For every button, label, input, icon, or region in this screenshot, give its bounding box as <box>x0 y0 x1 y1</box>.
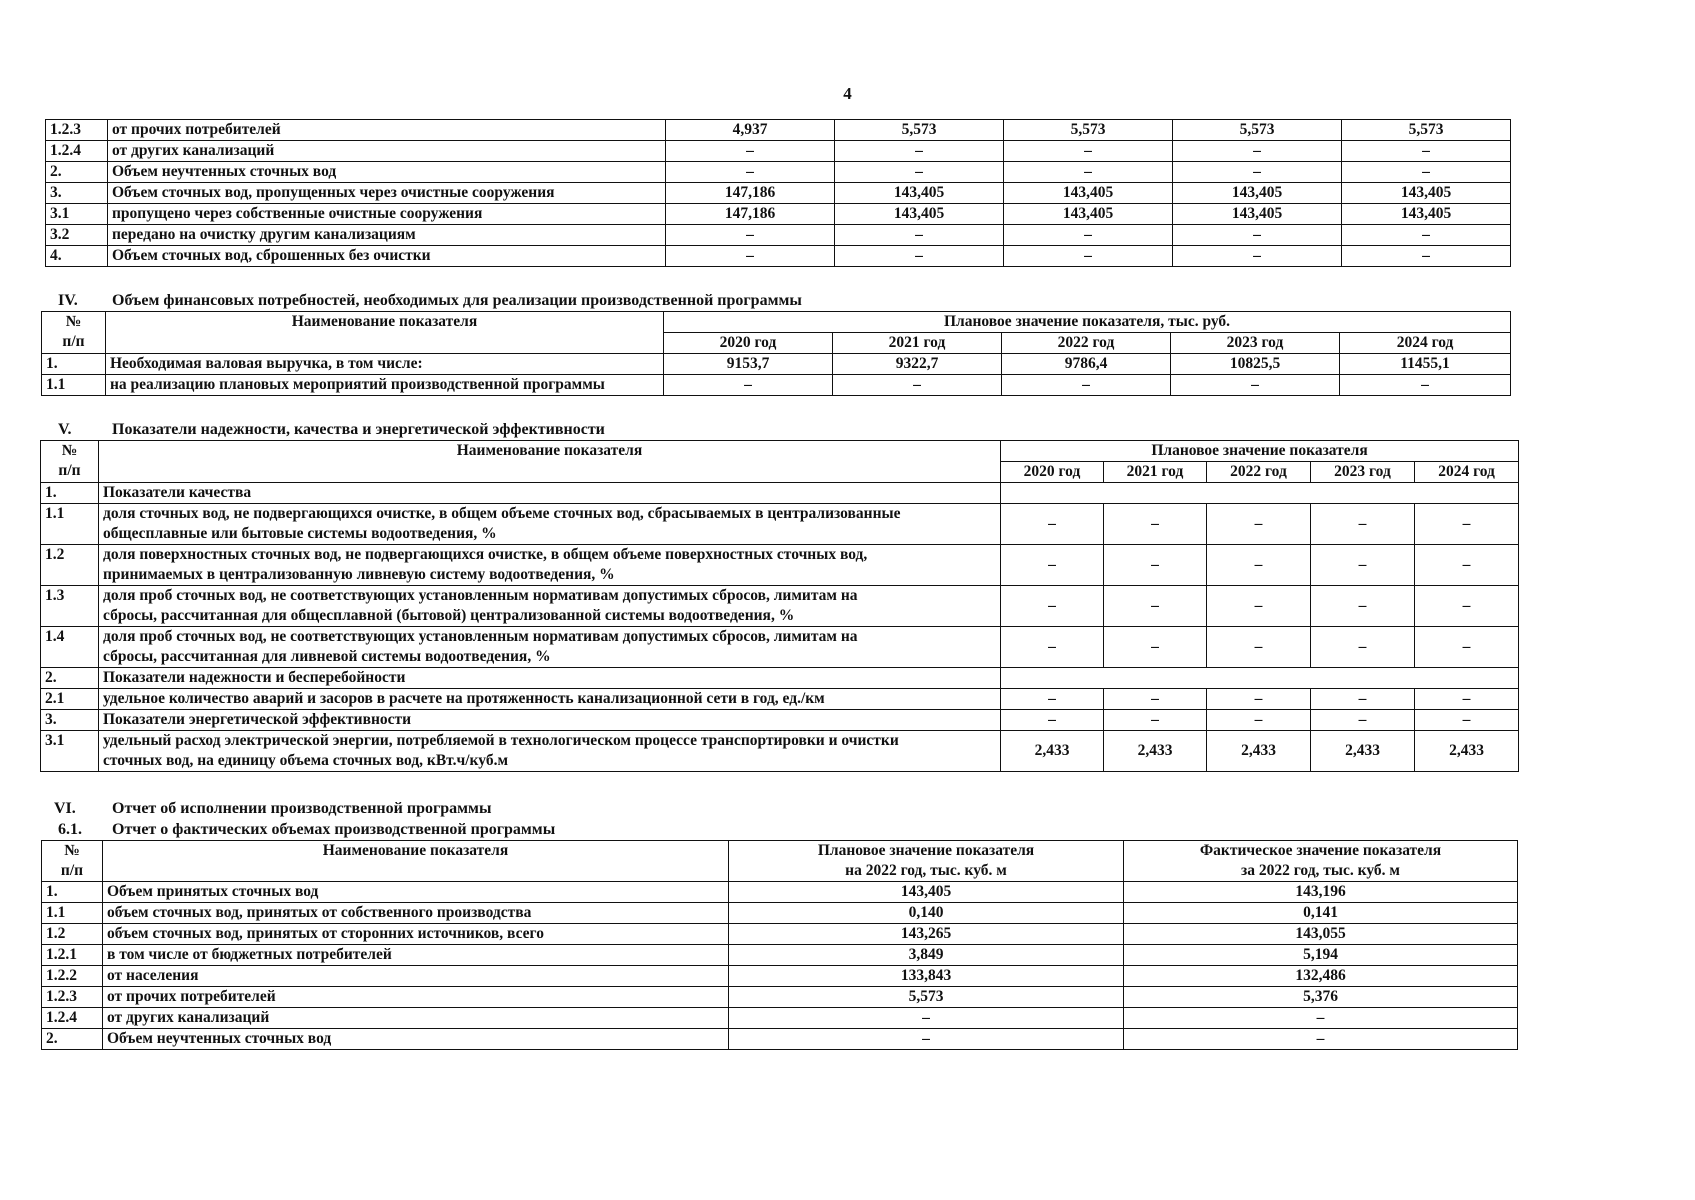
row-name: доля поверхностных сточных вод, не подвергающихся очистке, в общем объеме поверхностных сточных вод, принимаемых в централизованную ливневую систему водоотведения, % <box>99 545 1001 586</box>
empty-cell <box>1001 483 1519 504</box>
col-header-plan: Плановое значение показателя <box>1001 441 1519 462</box>
value-cell: 5,573 <box>1004 120 1173 141</box>
row-name: Объем неучтенных сточных вод <box>108 162 666 183</box>
row-number: 1. <box>41 483 99 504</box>
value-cell: – <box>666 246 835 267</box>
table-row <box>41 586 1519 627</box>
row-name: от прочих потребителей <box>103 987 729 1008</box>
value-cell: – <box>1415 545 1519 586</box>
plan-value: 133,843 <box>729 966 1124 987</box>
plan-value: 5,573 <box>729 987 1124 1008</box>
group-row <box>41 668 1519 689</box>
value-cell: – <box>1001 504 1104 545</box>
col-header-no: № п/п <box>41 441 99 483</box>
col-header-plan: Плановое значение показателя, тыс. руб. <box>664 312 1511 333</box>
value-cell: – <box>1104 710 1207 731</box>
row-name: Показатели энергетической эффективности <box>99 710 1001 731</box>
value-cell: – <box>835 246 1004 267</box>
year-header: 2021 год <box>1104 462 1207 483</box>
value-cell: 143,405 <box>1342 183 1511 204</box>
subsection-number: 6.1. <box>58 821 82 838</box>
row-number: 1.1 <box>41 504 99 545</box>
value-cell: 5,573 <box>1342 120 1511 141</box>
table-row <box>42 945 1518 966</box>
row-number: 3. <box>46 183 108 204</box>
value-cell: 2,433 <box>1104 731 1207 772</box>
financial-needs-table <box>41 311 1511 396</box>
value-cell: – <box>1342 162 1511 183</box>
value-cell: – <box>1104 689 1207 710</box>
table-row <box>42 924 1518 945</box>
value-cell: 2,433 <box>1415 731 1519 772</box>
row-name: от населения <box>103 966 729 987</box>
section-v-heading <box>58 421 605 439</box>
plan-value: 0,140 <box>729 903 1124 924</box>
value-cell: – <box>1415 689 1519 710</box>
col-header-fact: Фактическое значение показателя за 2022 год, тыс. куб. м <box>1124 841 1518 882</box>
value-cell: 143,405 <box>835 204 1004 225</box>
value-cell: 4,937 <box>666 120 835 141</box>
value-cell: – <box>1207 710 1311 731</box>
row-number: 1.2.3 <box>42 987 103 1008</box>
year-header: 2021 год <box>833 333 1002 354</box>
row-number: 1.2 <box>42 924 103 945</box>
table-row <box>41 627 1519 668</box>
section-title: Отчет об исполнении производственной программы <box>112 800 492 817</box>
value-cell: 143,405 <box>835 183 1004 204</box>
value-cell: 143,405 <box>1173 183 1342 204</box>
row-name: от других канализаций <box>103 1008 729 1029</box>
value-cell: 2,433 <box>1207 731 1311 772</box>
table-row <box>46 183 1511 204</box>
table-row <box>42 354 1511 375</box>
row-number: 1.2.2 <box>42 966 103 987</box>
fact-value: 143,055 <box>1124 924 1518 945</box>
value-cell: – <box>1207 689 1311 710</box>
value-cell: – <box>1415 627 1519 668</box>
fact-value: 143,196 <box>1124 882 1518 903</box>
year-header: 2022 год <box>1207 462 1311 483</box>
row-name: Необходимая валовая выручка, в том числе: <box>106 354 664 375</box>
row-number: 1.3 <box>41 586 99 627</box>
value-cell: 143,405 <box>1004 204 1173 225</box>
col-header-name: Наименование показателя <box>106 312 664 354</box>
value-cell: – <box>1001 545 1104 586</box>
row-name: передано на очистку другим канализациям <box>108 225 666 246</box>
value-cell: 2,433 <box>1311 731 1415 772</box>
group-row <box>41 483 1519 504</box>
value-cell: – <box>1311 710 1415 731</box>
value-cell: – <box>1173 141 1342 162</box>
col-header-name: Наименование показателя <box>103 841 729 882</box>
row-number: 2.1 <box>41 689 99 710</box>
row-number: 4. <box>46 246 108 267</box>
value-cell: – <box>1171 375 1340 396</box>
value-cell: – <box>1311 504 1415 545</box>
value-cell: – <box>1207 545 1311 586</box>
row-number: 1.1 <box>42 375 106 396</box>
row-name: объем сточных вод, принятых от собственного производства <box>103 903 729 924</box>
row-number: 3.1 <box>41 731 99 772</box>
row-number: 1.2.1 <box>42 945 103 966</box>
value-cell: 9786,4 <box>1002 354 1171 375</box>
page-number: 4 <box>843 84 852 103</box>
table-row <box>42 1029 1518 1050</box>
value-cell: – <box>835 162 1004 183</box>
value-cell: – <box>1342 141 1511 162</box>
value-cell: – <box>1004 246 1173 267</box>
volumes-table <box>45 119 1511 267</box>
table-row <box>46 141 1511 162</box>
value-cell: – <box>1001 586 1104 627</box>
table-row <box>46 246 1511 267</box>
subsection-title: Отчет о фактических объемах производственной программы <box>112 821 556 838</box>
value-cell: – <box>1004 162 1173 183</box>
fact-value: 5,376 <box>1124 987 1518 1008</box>
value-cell: – <box>1104 545 1207 586</box>
row-number: 2. <box>41 668 99 689</box>
value-cell: – <box>1104 504 1207 545</box>
table-row <box>42 375 1511 396</box>
value-cell: 9153,7 <box>664 354 833 375</box>
section-title: Показатели надежности, качества и энергетической эффективности <box>112 421 605 438</box>
value-cell: – <box>1207 586 1311 627</box>
plan-value: – <box>729 1029 1124 1050</box>
value-cell: – <box>1415 586 1519 627</box>
row-name: от других канализаций <box>108 141 666 162</box>
col-header-name: Наименование показателя <box>99 441 1001 483</box>
value-cell: 5,573 <box>1173 120 1342 141</box>
value-cell: – <box>833 375 1002 396</box>
value-cell: – <box>666 162 835 183</box>
fact-value: – <box>1124 1008 1518 1029</box>
table-row <box>46 120 1511 141</box>
row-name: доля сточных вод, не подвергающихся очистке, в общем объеме сточных вод, сбрасываемых в централизованные общесплавные или бытовые системы водоотведения, % <box>99 504 1001 545</box>
table-row <box>42 882 1518 903</box>
value-cell: – <box>835 141 1004 162</box>
table-row <box>42 903 1518 924</box>
value-cell: 147,186 <box>666 183 835 204</box>
value-cell: 10825,5 <box>1171 354 1340 375</box>
section-number: V. <box>58 421 72 438</box>
row-number: 1.1 <box>42 903 103 924</box>
table-row <box>41 504 1519 545</box>
value-cell: – <box>1311 689 1415 710</box>
row-name: Объем неучтенных сточных вод <box>103 1029 729 1050</box>
table-row <box>46 225 1511 246</box>
value-cell: – <box>1004 225 1173 246</box>
row-name: Показатели надежности и бесперебойности <box>99 668 1001 689</box>
row-name: Объем принятых сточных вод <box>103 882 729 903</box>
row-name: доля проб сточных вод, не соответствующих установленным нормативам допустимых сбросов, лимитам на сбросы, рассчитанная для общесплавной (бытовой) централизованной системы водоотведения, % <box>99 586 1001 627</box>
section-title: Объем финансовых потребностей, необходимых для реализации производственной программы <box>112 292 802 309</box>
row-name: пропущено через собственные очистные сооружения <box>108 204 666 225</box>
row-number: 3. <box>41 710 99 731</box>
row-name: Показатели качества <box>99 483 1001 504</box>
row-number: 1. <box>42 354 106 375</box>
fact-value: – <box>1124 1029 1518 1050</box>
value-cell: – <box>1311 627 1415 668</box>
year-header: 2020 год <box>664 333 833 354</box>
value-cell: 11455,1 <box>1340 354 1511 375</box>
value-cell: – <box>1311 545 1415 586</box>
table-row <box>42 966 1518 987</box>
value-cell: – <box>1415 710 1519 731</box>
table-row <box>41 689 1519 710</box>
row-number: 1. <box>42 882 103 903</box>
row-name: удельное количество аварий и засоров в расчете на протяженность канализационной сети в год, ед./км <box>99 689 1001 710</box>
value-cell: – <box>1173 246 1342 267</box>
value-cell: – <box>1173 225 1342 246</box>
row-number: 3.2 <box>46 225 108 246</box>
row-name: Объем сточных вод, сброшенных без очистки <box>108 246 666 267</box>
fact-value: 5,194 <box>1124 945 1518 966</box>
plan-value: – <box>729 1008 1124 1029</box>
fact-value: 0,141 <box>1124 903 1518 924</box>
year-header: 2023 год <box>1171 333 1340 354</box>
value-cell: – <box>1173 162 1342 183</box>
table-row <box>41 731 1519 772</box>
value-cell: 5,573 <box>835 120 1004 141</box>
value-cell: – <box>666 141 835 162</box>
value-cell: – <box>1001 627 1104 668</box>
fact-value: 132,486 <box>1124 966 1518 987</box>
empty-cell <box>1001 668 1519 689</box>
value-cell: – <box>664 375 833 396</box>
value-cell: – <box>1104 586 1207 627</box>
section-number: IV. <box>58 292 78 309</box>
row-number: 1.2.4 <box>42 1008 103 1029</box>
row-number: 1.2.3 <box>46 120 108 141</box>
row-number: 1.2.4 <box>46 141 108 162</box>
plan-value: 143,265 <box>729 924 1124 945</box>
table-row <box>42 1008 1518 1029</box>
section-vi-heading <box>54 800 491 818</box>
value-cell: 143,405 <box>1342 204 1511 225</box>
actual-volumes-table <box>41 840 1518 1050</box>
row-number: 1.2 <box>41 545 99 586</box>
plan-value: 143,405 <box>729 882 1124 903</box>
row-name: Объем сточных вод, пропущенных через очистные сооружения <box>108 183 666 204</box>
value-cell: – <box>835 225 1004 246</box>
year-header: 2024 год <box>1340 333 1511 354</box>
row-name: объем сточных вод, принятых от сторонних источников, всего <box>103 924 729 945</box>
table-row <box>46 204 1511 225</box>
row-number: 1.4 <box>41 627 99 668</box>
col-header-no: № п/п <box>42 312 106 354</box>
table-row <box>41 545 1519 586</box>
col-header-no: № п/п <box>42 841 103 882</box>
subsection-6-1-heading <box>58 821 555 839</box>
quality-indicators-table <box>40 440 1519 772</box>
value-cell: 9322,7 <box>833 354 1002 375</box>
value-cell: – <box>1415 504 1519 545</box>
value-cell: – <box>1342 246 1511 267</box>
row-name: в том числе от бюджетных потребителей <box>103 945 729 966</box>
value-cell: – <box>1340 375 1511 396</box>
row-name: на реализацию плановых мероприятий производственной программы <box>106 375 664 396</box>
value-cell: 2,433 <box>1001 731 1104 772</box>
year-header: 2020 год <box>1001 462 1104 483</box>
value-cell: – <box>1207 627 1311 668</box>
value-cell: – <box>1001 710 1104 731</box>
year-header: 2022 год <box>1002 333 1171 354</box>
value-cell: 143,405 <box>1004 183 1173 204</box>
year-header: 2024 год <box>1415 462 1519 483</box>
value-cell: – <box>1002 375 1171 396</box>
plan-value: 3,849 <box>729 945 1124 966</box>
row-name: доля проб сточных вод, не соответствующих установленным нормативам допустимых сбросов, лимитам на сбросы, рассчитанная для ливневой системы водоотведения, % <box>99 627 1001 668</box>
row-number: 3.1 <box>46 204 108 225</box>
value-cell: – <box>1001 689 1104 710</box>
row-number: 2. <box>42 1029 103 1050</box>
row-name: удельный расход электрической энергии, потребляемой в технологическом процессе транспортировки и очистки сточных вод, на единицу объема сточных вод, кВт.ч/куб.м <box>99 731 1001 772</box>
row-name: от прочих потребителей <box>108 120 666 141</box>
value-cell: – <box>1342 225 1511 246</box>
section-number: VI. <box>54 800 76 817</box>
table-row <box>42 987 1518 1008</box>
value-cell: – <box>1207 504 1311 545</box>
value-cell: – <box>1104 627 1207 668</box>
table-row <box>41 710 1519 731</box>
table-row <box>46 162 1511 183</box>
section-iv-heading <box>58 292 802 310</box>
value-cell: – <box>666 225 835 246</box>
row-number: 2. <box>46 162 108 183</box>
value-cell: – <box>1311 586 1415 627</box>
value-cell: 143,405 <box>1173 204 1342 225</box>
col-header-plan: Плановое значение показателя на 2022 год, тыс. куб. м <box>729 841 1124 882</box>
value-cell: – <box>1004 141 1173 162</box>
value-cell: 147,186 <box>666 204 835 225</box>
year-header: 2023 год <box>1311 462 1415 483</box>
